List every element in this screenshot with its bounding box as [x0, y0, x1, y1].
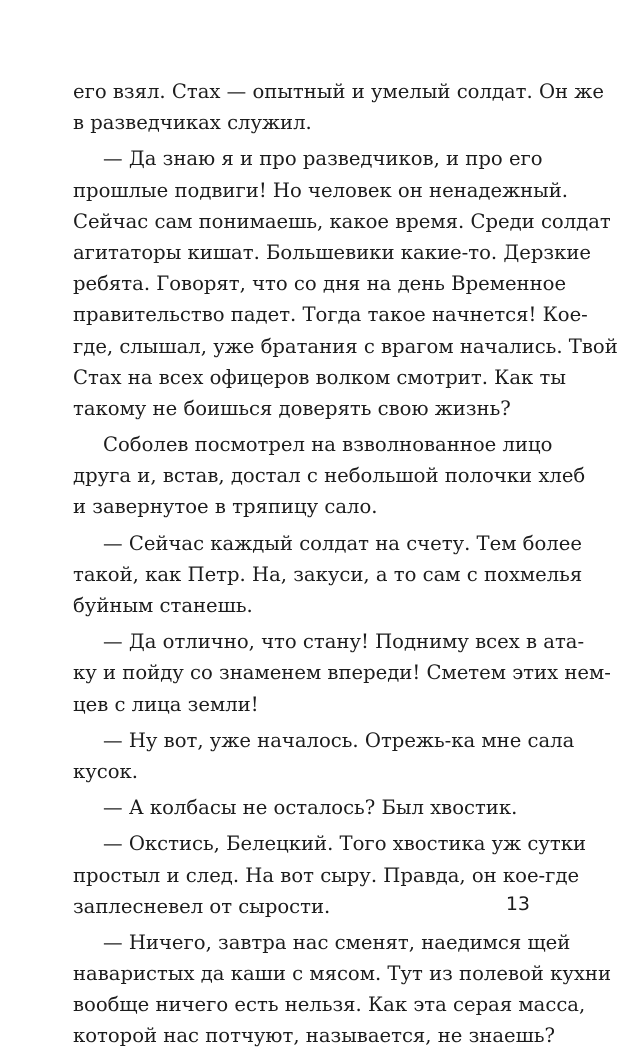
text-line: его взял. Стах — опытный и умелый солдат. Он же: [73, 80, 604, 103]
text-line: буйным станешь.: [73, 594, 253, 617]
text-line: — Окстись, Белецкий. Того хвостика уж сутки: [103, 832, 587, 856]
text-line: — Ничего, завтра нас сменят, наедимся щей: [103, 930, 571, 954]
text-line: ку и пойду со знаменем впереди! Сметем этих нем-: [73, 661, 611, 685]
text-line: простыл и след. На вот сыру. Правда, он кое-где: [73, 863, 580, 887]
text-line: цев с лица земли!: [73, 692, 259, 716]
text-line: в разведчиках служил.: [73, 111, 312, 135]
page-number: 13: [505, 893, 530, 915]
text-line: — Ну вот, уже началось. Отрежь-ка мне сала: [103, 728, 575, 752]
paragraph-3: [73, 429, 586, 523]
text-line: Стах на всех офицеров волком смотрит. Как ты: [73, 365, 566, 389]
text-line: правительство падет. Тогда такое начнется! Кое-: [73, 303, 588, 327]
text-line: Сейчас сам понимаешь, какое время. Среди солдат: [73, 209, 611, 233]
text-line: вообще ничего есть нельзя. Как эта серая масса,: [73, 993, 586, 1017]
paragraph-4: [73, 528, 583, 622]
paragraph-1: [73, 76, 604, 138]
text-line: кусок.: [73, 759, 139, 783]
text-line: заплесневел от сырости.: [73, 894, 331, 918]
paragraph-6: [73, 725, 575, 787]
text-line: и завернутое в тряпицу сало.: [73, 495, 378, 519]
text-line: — Да знаю я и про разведчиков, и про его: [103, 147, 543, 171]
text-line: где, слышал, уже братания с врагом начались. Твой: [73, 334, 618, 358]
book-page-text: [73, 76, 618, 1052]
paragraph-8: [73, 828, 587, 922]
text-line: агитаторы кишат. Большевики какие-то. Дерзкие: [73, 240, 591, 264]
text-line: — Сейчас каждый солдат на счету. Тем более: [103, 531, 582, 555]
text-line: прошлые подвиги! Но человек он ненадежный.: [73, 178, 569, 202]
text-line: такому не боишься доверять свою жизнь?: [73, 396, 511, 420]
text-line: наваристых да каши с мясом. Тут из полевой кухни: [73, 962, 612, 986]
text-line: — А колбасы не осталось? Был хвостик.: [103, 796, 518, 820]
text-line: ребята. Говорят, что со дня на день Временное: [73, 272, 567, 296]
text-line: Соболев посмотрел на взволнованное лицо: [103, 433, 553, 457]
paragraph-2: [73, 143, 618, 424]
text-line: такой, как Петр. На, закуси, а то сам с похмелья: [73, 562, 583, 586]
paragraph-9: [73, 927, 612, 1052]
paragraph-5: [73, 626, 611, 720]
paragraph-7: [73, 792, 529, 823]
text-line: друга и, встав, достал с небольшой полочки хлеб: [73, 464, 586, 488]
text-line: которой нас потчуют, называется, не знаешь?: [73, 1024, 556, 1048]
text-line: — Да отлично, что стану! Подниму всех в ата-: [103, 630, 585, 654]
